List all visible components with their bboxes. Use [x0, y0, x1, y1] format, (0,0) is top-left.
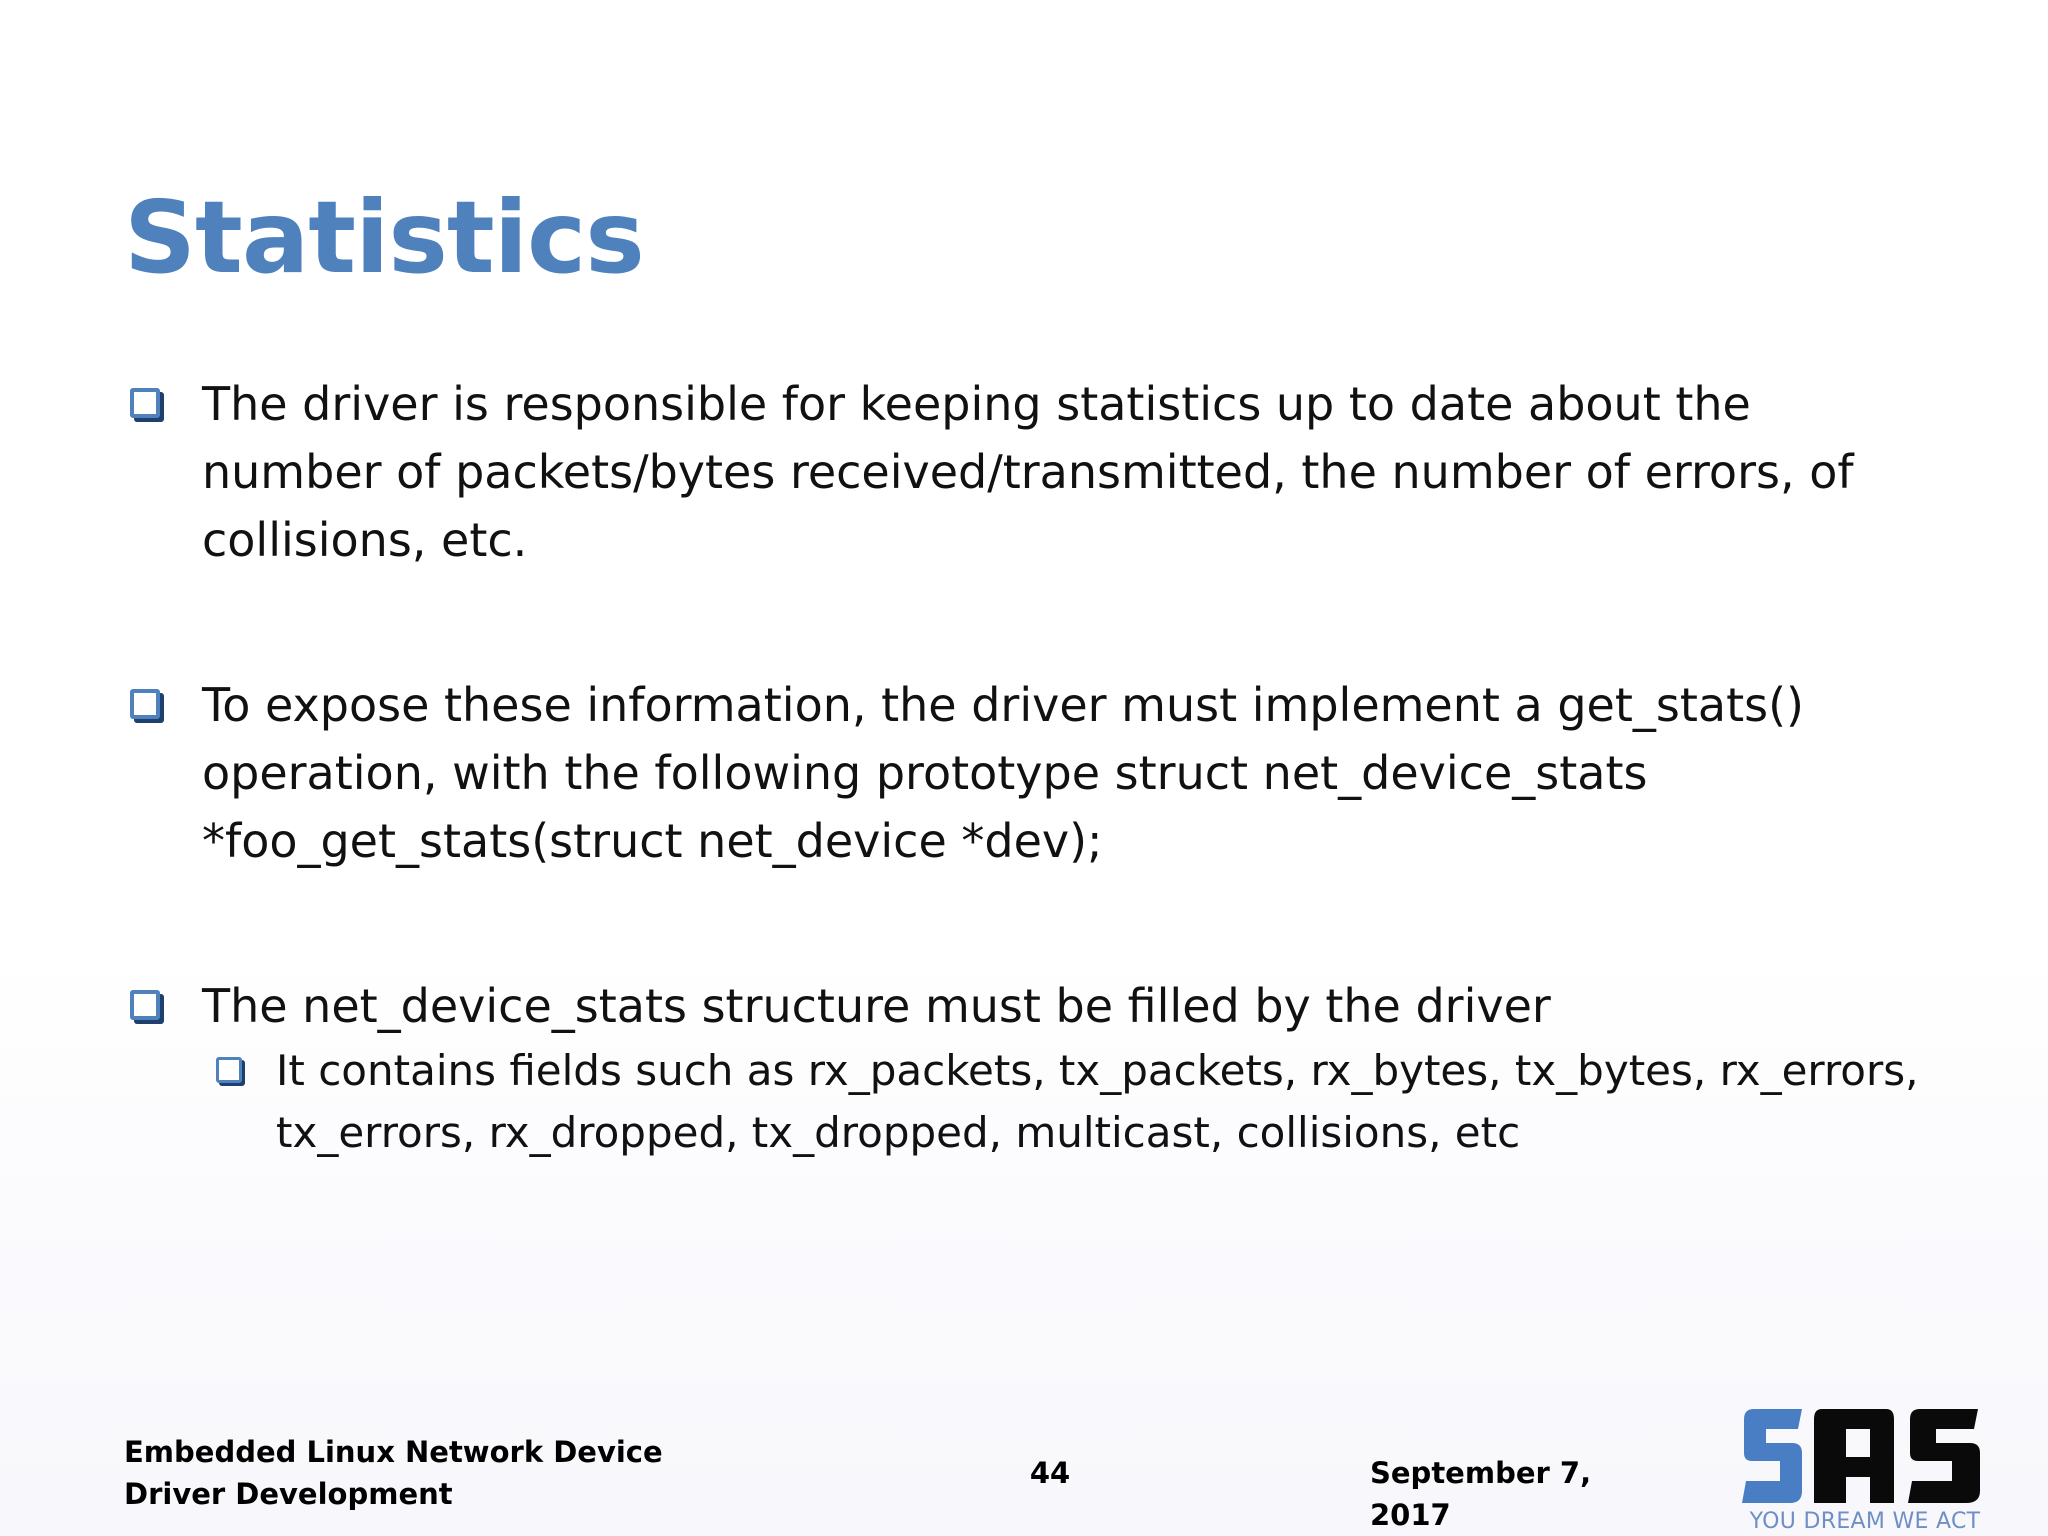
sas-logo-mark [1740, 1395, 1990, 1509]
logo-letter-s-black [1908, 1409, 1980, 1503]
bullet-item [124, 671, 1944, 875]
checkbox-bullet-icon [130, 990, 160, 1020]
footer-page-number: 44 [1029, 1456, 1071, 1490]
bullet-item [124, 972, 1944, 1040]
bullet-item [124, 370, 1944, 574]
sas-logo [1740, 1395, 1990, 1536]
footer-course-title: Embedded Linux Network Device Driver Development [124, 1435, 663, 1511]
logo-letter-s-blue [1742, 1409, 1802, 1503]
sub-bullet-item [214, 1040, 1944, 1164]
bullet-text: The net_device_stats structure must be filled by the driver [202, 979, 1551, 1033]
logo-letter-a [1814, 1409, 1894, 1503]
sub-bullet-text: It contains fields such as rx_packets, tx_packets, rx_bytes, tx_bytes, rx_errors, tx_errors, rx_dropped, tx_dropped, multicast, collisions, etc [276, 1046, 1919, 1157]
checkbox-bullet-icon [130, 388, 160, 418]
checkbox-bullet-icon [216, 1057, 242, 1083]
bullet-list [124, 370, 1944, 1164]
bullet-text: The driver is responsible for keeping statistics up to date about the number of packets/bytes received/transmitted, the number of errors, of collisions, etc. [202, 377, 1854, 567]
checkbox-bullet-icon [130, 689, 160, 719]
bullet-text: To expose these information, the driver must implement a get_stats() operation, with the following prototype struct net_device_stats *foo_get_stats(struct net_device *dev); [202, 678, 1804, 868]
slide-title: Statistics [124, 179, 644, 296]
footer-date: September 7, 2017 [1370, 1456, 1592, 1532]
logo-tagline: YOU DREAM WE ACT [1749, 1509, 1981, 1534]
